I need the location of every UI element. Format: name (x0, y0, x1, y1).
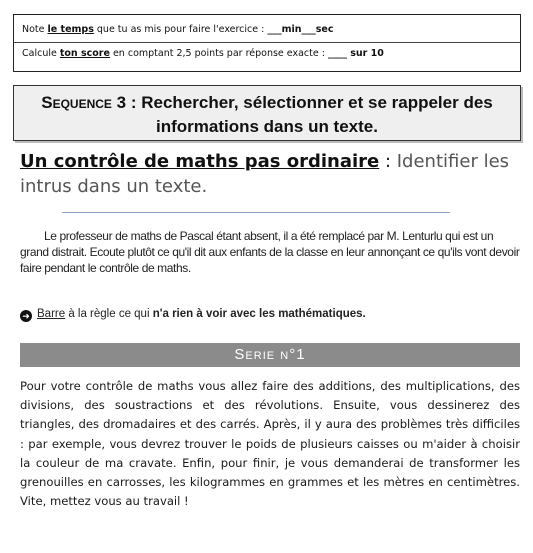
sequence-label: Sequence 3 (41, 93, 127, 112)
score-note-prefix: Calcule (22, 48, 60, 59)
exercise-text: Pour votre contrôle de maths vous allez faire des additions, des multiplications, des divisions, des soustractions et des révolutions. Ensuite, vous dessinerez des triangles, des dromadaires et des carrés. Après, il y aura des problèmes très difficiles : par exemple, vous devrez trouver le poids de plusieurs caisses ou m'aider à choisir la couleur de ma cravate. Enfin, pour finir, je vous demanderai de transformer les grenouilles en carrosses, les kilogrammes en grammes et les mètres en centimètres. Vite, mettez vous au travail ! (20, 379, 520, 509)
score-note-line (22, 48, 384, 59)
serie-label: Serie n°1 (234, 346, 306, 363)
time-blank-field[interactable]: ___min___sec (267, 24, 334, 35)
score-emphasis: ton score (59, 48, 110, 59)
time-note-prefix: Note (22, 24, 48, 35)
sequence-header (13, 85, 521, 141)
instruction-emphasis: n'a rien à voir avec les mathématiques. (152, 308, 366, 320)
score-blank-field[interactable]: ____ sur 10 (327, 48, 384, 59)
exercise-title-main: Un contrôle de maths pas ordinaire (20, 151, 380, 172)
sequence-text (14, 86, 520, 139)
exercise-title-colon: : (379, 151, 392, 172)
arrow-right-icon: ➜ (20, 310, 32, 322)
exercise-subtitle: Identifier les intrus dans un texte. (20, 151, 510, 197)
sequence-description: : Rechercher, sélectionner et se rappeler des informations dans un texte. (126, 93, 493, 136)
time-note-text: que tu as mis pour faire l'exercice : (93, 24, 268, 35)
instruction-verb: Barre (37, 308, 66, 320)
instruction-line (20, 308, 366, 322)
instruction-text: à la règle ce qui (65, 308, 153, 320)
score-note-box (13, 14, 521, 72)
serie-header (20, 343, 520, 367)
score-note-text: en comptant 2,5 points par réponse exacte : (109, 48, 328, 59)
time-note-line (22, 24, 334, 35)
intro-paragraph: Le professeur de maths de Pascal étant absent, il a été remplacé par M. Lenturlu qui est un grand distrait. Ecoute plutôt ce qu'il dit aux enfants de la classe en leur annonçant ce qu'ils vont devoir faire pendant le contrôle de maths. (20, 229, 520, 275)
time-emphasis: le temps (47, 24, 94, 35)
note-divider (14, 42, 520, 43)
divider-line (62, 212, 450, 213)
exercise-title (20, 149, 520, 199)
